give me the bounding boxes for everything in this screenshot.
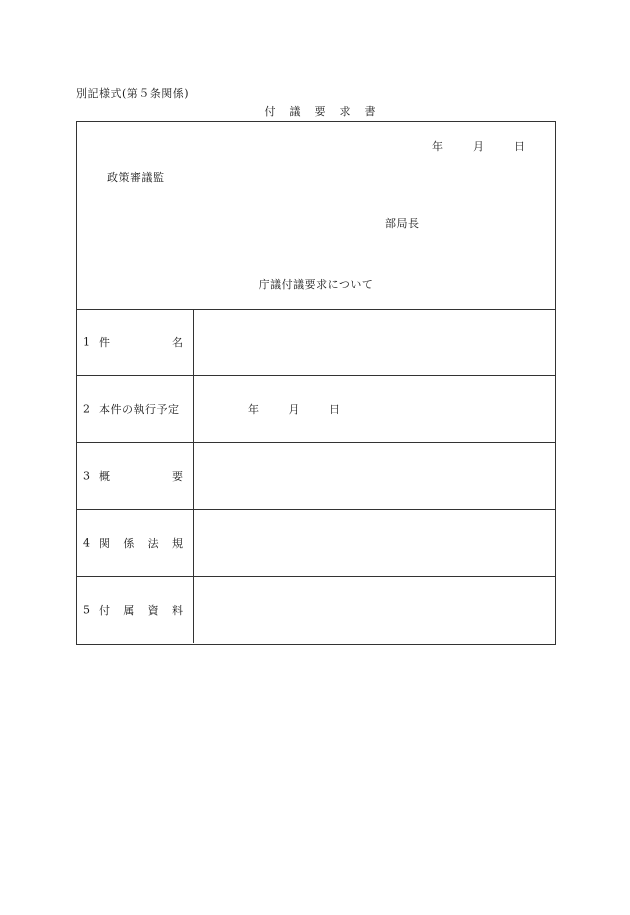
- row-label-text: [99, 334, 183, 350]
- execution-date: [248, 401, 340, 417]
- date-day: 日: [514, 140, 525, 153]
- label-char: 要: [172, 470, 183, 483]
- row-label-text: [99, 468, 183, 484]
- label-char: 名: [172, 336, 183, 349]
- header-date: [432, 138, 525, 154]
- row-value-field[interactable]: [194, 510, 555, 576]
- row-number: 1: [83, 335, 90, 349]
- date-month: 月: [288, 403, 300, 416]
- row-label: [77, 309, 194, 375]
- row-label-text: [99, 535, 183, 551]
- document-title: 付議要求書: [264, 105, 390, 118]
- table-row: [77, 309, 555, 376]
- table-row: [77, 443, 555, 510]
- row-number: 3: [83, 469, 90, 483]
- row-value-field[interactable]: [194, 577, 555, 643]
- row-number: 4: [83, 536, 90, 550]
- form-header: [77, 122, 555, 310]
- row-value-field[interactable]: [194, 443, 555, 509]
- request-form: [76, 121, 556, 645]
- label-char: 付: [99, 604, 110, 617]
- row-label: [77, 443, 194, 509]
- date-year: 年: [432, 140, 443, 153]
- row-number: 5: [83, 603, 90, 617]
- label-char: 資: [147, 604, 159, 617]
- addressee: 政策審議監: [107, 171, 165, 184]
- label-char: 件: [99, 336, 110, 349]
- table-row: [77, 376, 555, 443]
- row-label: [77, 510, 194, 576]
- table-row: [77, 510, 555, 577]
- form-rows: [77, 309, 555, 643]
- date-year: 年: [248, 403, 259, 416]
- date-day: 日: [329, 403, 340, 416]
- row-label: [77, 577, 194, 643]
- row-value-field[interactable]: [194, 376, 555, 442]
- form-label: 別記様式(第５条関係): [76, 87, 190, 100]
- label-char: 法: [147, 537, 159, 550]
- date-month: 月: [473, 140, 484, 153]
- row-number: 2: [83, 402, 90, 416]
- row-label-text: 本件の執行予定: [99, 403, 180, 416]
- table-row: [77, 577, 555, 643]
- label-char: 料: [171, 604, 183, 617]
- row-label-text: [99, 602, 183, 618]
- label-char: 係: [123, 537, 135, 550]
- label-char: 規: [171, 537, 183, 550]
- row-label: [77, 376, 194, 442]
- subject-line: 庁議付議要求について: [258, 278, 374, 291]
- sender: 部局長: [385, 217, 420, 230]
- label-char: 関: [99, 537, 110, 550]
- label-char: 属: [123, 604, 135, 617]
- label-char: 概: [99, 470, 110, 483]
- row-value-field[interactable]: [194, 309, 555, 375]
